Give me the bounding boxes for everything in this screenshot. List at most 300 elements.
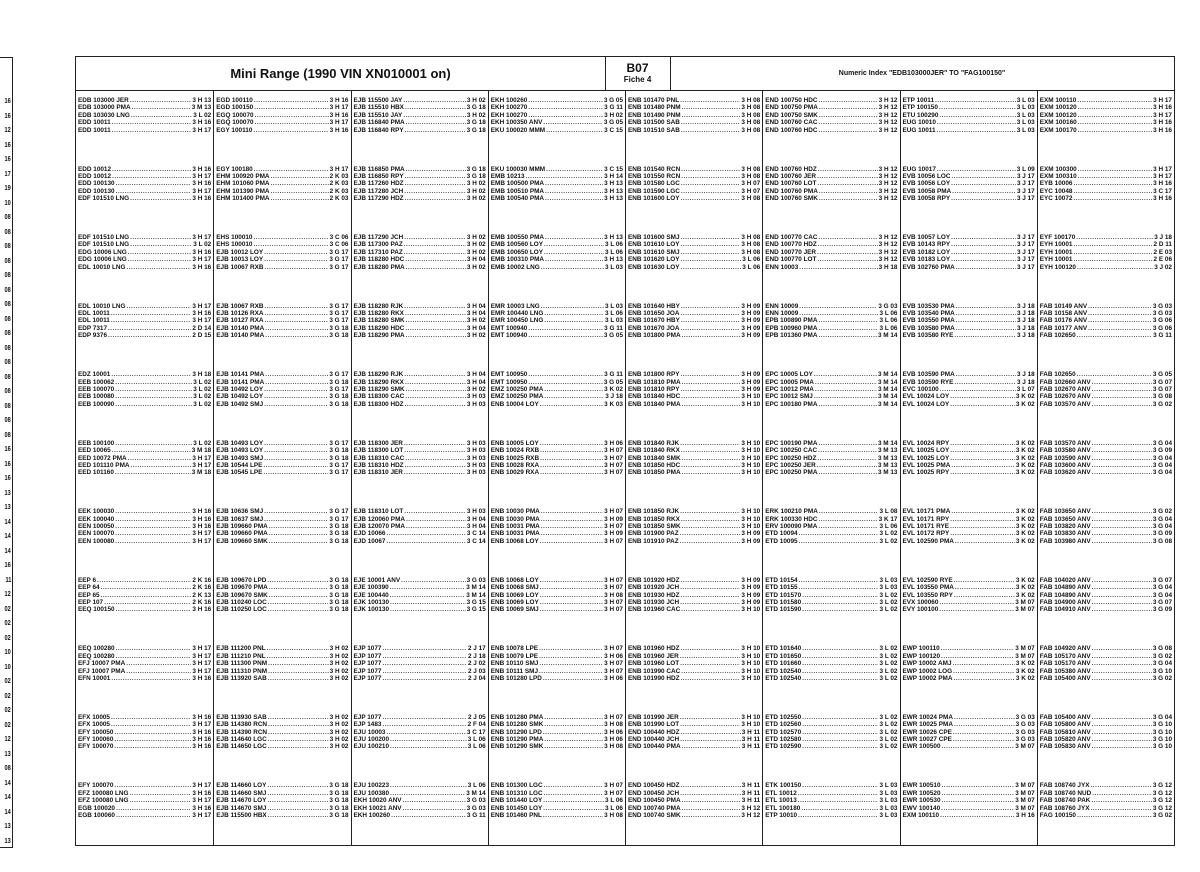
part-number: EJP 1077 (353, 674, 382, 682)
fiche-reference: 3 G 10 (1152, 728, 1172, 736)
part-number: EVB 10058 PMA (902, 187, 952, 195)
index-entry (214, 104, 350, 111)
fiche-reference: 3 J 17 (1016, 187, 1035, 195)
index-entry (901, 195, 1037, 202)
part-number: END 100770 HDZ (765, 241, 817, 249)
fiche-reference: 3 H 02 (466, 97, 486, 104)
part-number: ENB 101590 LGC (628, 187, 680, 195)
part-number: EJB 10141 PMA (216, 371, 265, 379)
fiche-reference: 3 G 04 (1152, 713, 1172, 721)
part-number: EVB 103590 RYE (902, 378, 954, 386)
index-entry (76, 249, 213, 256)
fiche-reference: 3 H 02 (329, 660, 349, 668)
fiche-reference: 3 H 17 (192, 645, 212, 653)
fiche-reference: 3 H 17 (192, 461, 212, 469)
fiche-reference: 3 H 10 (741, 606, 761, 614)
part-number: END 100760 HDZ (765, 165, 817, 173)
index-entry (214, 379, 350, 386)
leader-dots (390, 584, 466, 591)
leader-dots (950, 516, 1015, 523)
fiche-reference: 3 H 10 (741, 447, 761, 455)
leader-dots (951, 508, 1015, 515)
part-number: EVB 10143 RPY (902, 241, 951, 249)
part-number: ENB 10068 LOY (490, 576, 539, 584)
part-number: EGY 100180 (216, 165, 253, 173)
index-entry (489, 249, 625, 256)
leader-dots (543, 805, 604, 812)
index-entry (352, 721, 488, 728)
part-number: ETD 101590 (765, 606, 802, 614)
fiche-reference: 3 H 07 (604, 789, 623, 797)
fiche-reference: 3 G 12 (1152, 797, 1172, 805)
leader-dots (955, 584, 1015, 591)
index-entry (352, 592, 488, 599)
entry-group (1038, 508, 1174, 545)
fiche-reference: 3 L 03 (879, 812, 898, 820)
part-number: ENB 101810 RPY (628, 385, 680, 393)
leader-dots (681, 447, 741, 454)
entry-group (352, 234, 488, 271)
leader-dots (112, 447, 191, 454)
part-number: EED 101110 PMA (78, 461, 130, 469)
adjacent-page-ref: 13 (4, 837, 11, 845)
leader-dots (406, 516, 466, 523)
index-entry (352, 310, 488, 317)
part-number: ENB 101300 LGC (490, 782, 543, 790)
fiche-reference: 3 L 02 (879, 736, 898, 744)
leader-dots (254, 104, 328, 111)
part-number: EJB 114660 LOY (216, 782, 267, 790)
fiche-reference: 3 J 17 (1016, 241, 1035, 249)
index-entry (626, 310, 762, 317)
fiche-reference: 3 G 03 (466, 576, 486, 584)
part-number: ENB 101990 CAC (628, 667, 681, 675)
entry-group (763, 714, 899, 751)
fiche-reference: 3 J 18 (1016, 302, 1035, 310)
leader-dots (680, 530, 741, 537)
leader-dots (546, 166, 603, 173)
leader-dots (1092, 393, 1152, 400)
fiche-reference: 3 M 14 (466, 591, 486, 599)
entry-group (76, 234, 213, 271)
leader-dots (382, 714, 467, 721)
entry-group (76, 782, 213, 819)
part-number: EJB 117260 HDZ (353, 180, 404, 188)
part-number: FAB 108760 JYX (1039, 804, 1090, 812)
fiche-reference: 3 H 08 (741, 119, 761, 127)
part-number: ENB 101840 SMK (628, 454, 681, 462)
part-number: EKH 10021 ANV (353, 804, 402, 812)
part-number: ENB 10068 LOY (490, 537, 539, 545)
leader-dots (131, 462, 192, 469)
entry-group (489, 577, 625, 614)
fiche-reference: 3 H 06 (604, 652, 623, 660)
index-entry (626, 606, 762, 613)
part-number: EXM 100160 (1039, 119, 1077, 127)
part-number: EFJ 10007 PMA (78, 667, 126, 675)
fiche-reference: 3 L 06 (467, 782, 486, 790)
part-number: FAB 108740 JYX (1039, 782, 1090, 790)
part-number: EHS 100010 (216, 234, 253, 242)
index-entry (626, 180, 762, 187)
fiche-reference: 3 L 06 (742, 263, 761, 271)
part-number: EJB 113930 SAB (216, 713, 267, 721)
leader-dots (115, 401, 192, 408)
part-number: ENB 101850 HDC (628, 461, 681, 469)
leader-dots (681, 386, 741, 393)
leader-dots (1092, 599, 1152, 606)
leader-dots (544, 317, 604, 324)
part-number: EJB 109660 PMA (216, 523, 268, 531)
fiche-reference: 3 H 06 (604, 736, 623, 744)
leader-dots (680, 599, 740, 606)
index-entry (626, 729, 762, 736)
fiche-reference: 3 L 06 (604, 804, 623, 812)
index-entry (76, 797, 213, 804)
fiche-label: Fiche 4 (623, 75, 652, 84)
fiche-reference: 3 L 06 (879, 523, 898, 531)
adjacent-page-ref: 08 (4, 388, 11, 395)
leader-dots (528, 371, 603, 378)
leader-dots (544, 241, 604, 248)
part-number: EJB 10126 RXA (216, 310, 264, 318)
part-number: EKH 100270 (490, 111, 528, 119)
leader-dots (951, 256, 1016, 263)
part-number: EJB 120070 PMA (353, 523, 406, 531)
entry-group (763, 782, 899, 819)
fiche-reference: 3 M 07 (1015, 797, 1035, 805)
part-number: END 100740 PMA (628, 804, 681, 812)
fiche-reference: 3 H 02 (466, 241, 486, 249)
index-entry (1038, 721, 1174, 728)
part-number: EDL 10010 LNG (78, 263, 126, 271)
index-entry (489, 508, 625, 515)
index-entry (1038, 127, 1174, 134)
leader-dots (405, 379, 466, 386)
index-entry (214, 195, 350, 202)
leader-dots (403, 112, 466, 119)
index-entry (901, 592, 1037, 599)
leader-dots (130, 195, 191, 202)
index-entry (352, 462, 488, 469)
part-number: EXM 100120 (1039, 111, 1077, 119)
leader-dots (681, 577, 741, 584)
fiche-reference: 3 J 17 (1016, 234, 1035, 242)
leader-dots (817, 455, 877, 462)
part-number: EJB 114670 LOY (216, 797, 267, 805)
fiche-reference: 3 H 08 (741, 111, 761, 119)
leader-dots (953, 660, 1015, 667)
leader-dots (390, 606, 466, 613)
part-number: EVB 10182 LOY (902, 248, 951, 256)
fiche-reference: 3 K 02 (604, 385, 623, 393)
entry-group (763, 577, 899, 614)
entry-group (1038, 303, 1174, 340)
leader-dots (681, 303, 741, 310)
fiche-reference: 3 H 07 (604, 645, 623, 653)
entry-group (214, 577, 350, 614)
leader-dots (799, 584, 879, 591)
index-entry (763, 112, 899, 119)
fiche-reference: 2 J 02 (467, 660, 486, 668)
fiche-reference: 3 K 02 (1015, 461, 1035, 469)
part-number: ETL 100180 (765, 804, 801, 812)
part-number: EGD 100110 (216, 97, 253, 104)
fiche-reference: 3 G 02 (1152, 812, 1172, 820)
fiche-reference: 3 H 10 (741, 721, 761, 729)
index-entry (352, 379, 488, 386)
part-number: EWR 10026 CPE (902, 728, 952, 736)
fiche-reference: 3 H 03 (466, 508, 486, 516)
fiche-reference: 3 K 02 (1015, 523, 1035, 531)
index-entry (901, 736, 1037, 743)
leader-dots (115, 516, 191, 523)
part-number: EFY 100060 (78, 736, 114, 744)
leader-dots (799, 577, 879, 584)
index-entry (489, 577, 625, 584)
part-number: ENB 101930 HDZ (628, 591, 680, 599)
index-entry (763, 234, 899, 241)
fiche-reference: 3 H 17 (192, 660, 212, 668)
leader-dots (539, 645, 603, 652)
leader-dots (819, 508, 879, 515)
entry-group (352, 645, 488, 682)
part-number: ENB 101960 LOT (628, 660, 680, 668)
index-entry (76, 303, 213, 310)
part-number: EFX 10005 (78, 721, 110, 729)
leader-dots (271, 180, 329, 187)
part-number: EYC 10072 (1039, 195, 1073, 203)
fiche-reference: 3 G 18 (329, 591, 349, 599)
leader-dots (131, 112, 192, 119)
index-entry (901, 606, 1037, 613)
part-number: EKH 100270 (490, 104, 528, 112)
fiche-reference: 3 L 02 (193, 400, 212, 408)
leader-dots (1092, 386, 1152, 393)
index-entry (901, 797, 1037, 804)
fiche-reference: 3 H 09 (741, 317, 761, 325)
leader-dots (681, 249, 741, 256)
part-number: EFJ 10007 PMA (78, 660, 126, 668)
fiche-reference: 3 L 06 (604, 248, 623, 256)
fiche-reference: 3 H 17 (192, 721, 212, 729)
leader-dots (680, 653, 741, 660)
index-entry (901, 508, 1037, 515)
part-number: EDF 101510 LNG (78, 241, 130, 249)
leader-dots (130, 241, 192, 248)
part-number: EVL 10024 RPY (902, 439, 950, 447)
fiche-reference: 3 G 18 (329, 454, 349, 462)
index-entry (763, 508, 899, 515)
fiche-reference: 3 L 03 (879, 576, 898, 584)
part-number: ENB 101600 LOY (628, 195, 680, 203)
index-entry (352, 180, 488, 187)
fiche-reference: 3 H 08 (741, 104, 761, 112)
part-number: EJB 114670 SMJ (216, 804, 267, 812)
leader-dots (264, 401, 328, 408)
fiche-reference: 3 H 12 (878, 104, 898, 112)
fiche-reference: 3 H 09 (741, 302, 761, 310)
index-entry (214, 462, 350, 469)
fiche-reference: 3 K 02 (1015, 393, 1035, 401)
index-entry (214, 317, 350, 324)
fiche-reference: 3 G 10 (1152, 721, 1172, 729)
fiche-reference: 3 H 10 (741, 660, 761, 668)
fiche-reference: 2 E 06 (1153, 256, 1172, 264)
leader-dots (942, 790, 1015, 797)
leader-dots (818, 325, 878, 332)
leader-dots (680, 660, 740, 667)
part-number: EGB 100060 (78, 812, 115, 820)
fiche-reference: 3 H 04 (466, 523, 486, 531)
part-number: EPC 100250 PMA (765, 469, 818, 477)
entry-group (214, 234, 350, 271)
part-number: EEN 100070 (78, 530, 115, 538)
leader-dots (1077, 332, 1153, 339)
part-number: ENB 101910 PAZ (628, 537, 679, 545)
part-number: EJB 118300 JER (353, 439, 403, 447)
leader-dots (819, 112, 878, 119)
fiche-reference: 3 G 18 (466, 165, 486, 173)
leader-dots (681, 645, 741, 652)
index-entry (626, 675, 762, 682)
fiche-reference: 3 H 11 (741, 782, 761, 790)
fiche-reference: 3 G 18 (329, 789, 349, 797)
leader-dots (126, 668, 191, 675)
fiche-reference: 3 H 16 (1153, 126, 1172, 134)
index-entry (214, 173, 350, 180)
part-number: ENB 101840 HDC (628, 393, 681, 401)
part-number: EEP 64 (78, 584, 100, 592)
leader-dots (682, 743, 741, 750)
leader-dots (1092, 508, 1152, 515)
part-number: EVL 103550 PMA (902, 584, 954, 592)
index-entry (626, 256, 762, 263)
fiche-reference: 3 L 02 (879, 721, 898, 729)
leader-dots (253, 127, 328, 134)
index-entry (76, 104, 213, 111)
index-entry (214, 592, 350, 599)
leader-dots (403, 97, 466, 104)
leader-dots (390, 599, 466, 606)
leader-dots (264, 455, 328, 462)
fiche-reference: 3 H 17 (192, 187, 212, 195)
leader-dots (406, 166, 466, 173)
leader-dots (386, 729, 465, 736)
fiche-reference: 2 D 15 (192, 332, 212, 340)
index-entry (1038, 249, 1174, 256)
adjacent-page-ref: 08 (4, 315, 11, 323)
index-entry (763, 264, 899, 271)
fiche-reference: 3 H 08 (741, 195, 761, 203)
leader-dots (268, 743, 329, 750)
index-entry (214, 653, 350, 660)
index-entry (76, 577, 213, 584)
fiche-reference: 3 J 17 (1016, 180, 1035, 188)
fiche-reference: 3 G 15 (466, 606, 486, 614)
leader-dots (951, 180, 1016, 187)
fiche-reference: 3 H 16 (192, 263, 212, 271)
part-number: EJK 100130 (353, 606, 390, 614)
adjacent-page-ref: 02 (4, 634, 11, 642)
index-entry (763, 386, 899, 393)
part-number: EVB 103580 RYE (902, 332, 954, 340)
index-entry (489, 523, 625, 530)
fiche-reference: 3 H 07 (604, 606, 623, 614)
leader-dots (1088, 317, 1152, 324)
fiche-reference: 3 H 10 (741, 400, 761, 408)
leader-dots (268, 812, 329, 819)
index-entry (1038, 523, 1174, 530)
leader-dots (404, 249, 466, 256)
fiche-reference: 3 H 16 (192, 713, 212, 721)
leader-dots (1092, 790, 1152, 797)
index-entry (901, 790, 1037, 797)
fiche-reference: 3 J 18 (1016, 332, 1035, 340)
part-number: ETK 100150 (765, 782, 802, 790)
adjacent-page-ref: 11 (5, 576, 11, 584)
adjacent-page-ref: 13 (4, 750, 11, 758)
part-number: ETD 10094 (765, 530, 798, 538)
index-entry (352, 264, 488, 271)
part-number: EEB 100090 (78, 400, 115, 408)
fiche-reference: 3 H 07 (604, 461, 623, 469)
index-entry (214, 119, 350, 126)
index-entry (352, 523, 488, 530)
entry-group (1038, 782, 1174, 819)
leader-dots (268, 721, 329, 728)
index-entry (489, 668, 625, 675)
index-column (625, 91, 762, 845)
entry-group (1038, 166, 1174, 203)
leader-dots (1078, 104, 1152, 111)
index-entry (76, 386, 213, 393)
fiche-reference: 3 H 10 (741, 439, 761, 447)
index-entry (763, 606, 899, 613)
leader-dots (802, 660, 878, 667)
fiche-index-sheet (75, 56, 1175, 846)
entry-group (901, 234, 1037, 271)
index-entry (626, 317, 762, 324)
leader-dots (680, 721, 740, 728)
index-entry (763, 97, 899, 104)
index-entry (763, 303, 899, 310)
part-number: EED 10065 (78, 447, 111, 455)
part-number: EJB 116850 PMA (353, 165, 405, 173)
leader-dots (941, 805, 1014, 812)
index-entry (214, 523, 350, 530)
leader-dots (545, 180, 603, 187)
leader-dots (540, 599, 603, 606)
leader-dots (814, 393, 877, 400)
fiche-reference: 3 L 07 (1016, 385, 1035, 393)
part-number: ERV 100090 PMA (765, 523, 818, 531)
adjacent-page-ref: 14 (4, 794, 11, 801)
leader-dots (265, 303, 329, 310)
fiche-reference: 3 G 03 (1015, 721, 1035, 729)
fiche-reference: 3 H 16 (192, 728, 212, 736)
leader-dots (681, 668, 740, 675)
index-entry (626, 303, 762, 310)
adjacent-page-ref: 08 (4, 765, 11, 772)
leader-dots (543, 675, 603, 682)
index-entry (214, 584, 350, 591)
index-entry (626, 714, 762, 721)
part-number: EEQ 100280 (78, 652, 115, 660)
leader-dots (682, 332, 741, 339)
part-number: ENB 101850 PMA (628, 469, 681, 477)
leader-dots (682, 523, 741, 530)
